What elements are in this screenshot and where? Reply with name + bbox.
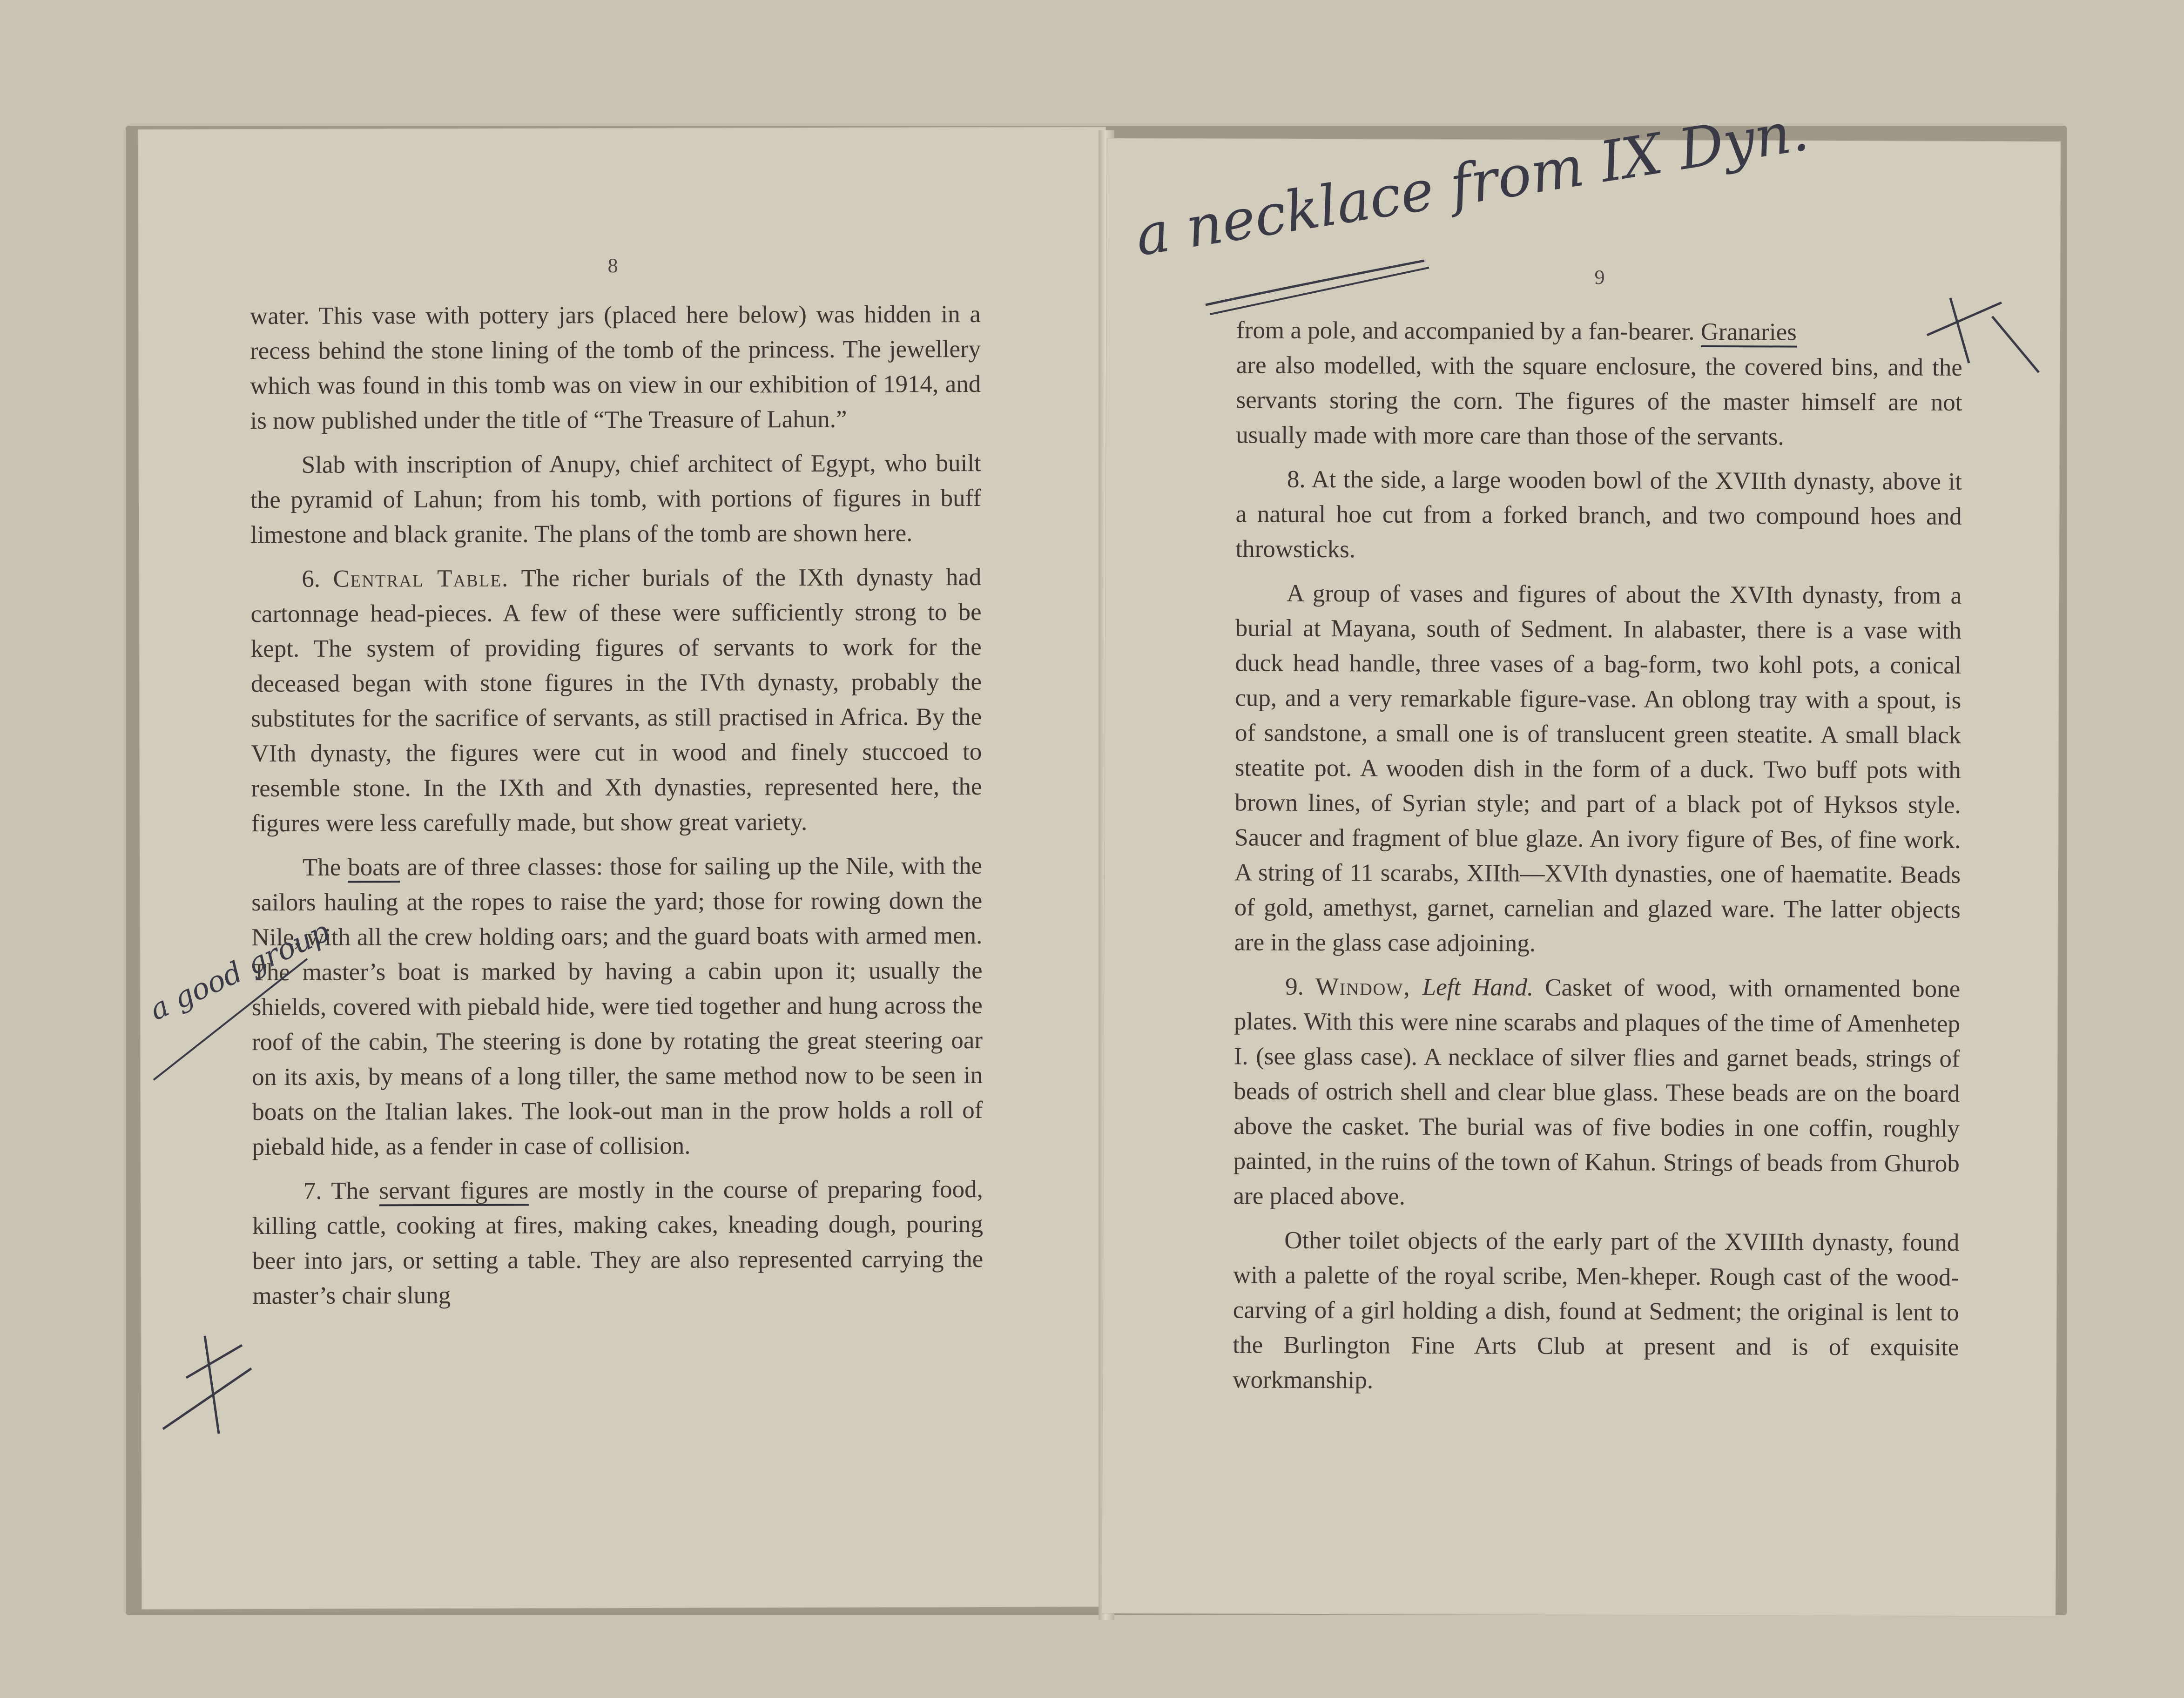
paragraph-body: The richer burials of the IXth dynasty had cartonnage head-pieces. A few of these were sufficiently strong to be kept. The system of providing figures of servants to work for the deceased began with stone figures in the IVth dynasty, probably the substitutes for the sacrifice of servants, as still practised in Africa. By the VIth dynasty, the figures were cut in wood and finely stuccoed to resemble stone. In the IXth and Xth dynasties, represented here, the figures were less carefully made, but show great variety. [250,563,982,837]
paragraph: are also modelled, with the square enclosure, the covered bins, and the servants storing the corn. The figures of the master himself are not usually made with more care than those of the servants. [1236,351,1962,451]
section-number: 6. [302,565,321,593]
paragraph: A group of vases and figures of about the XVIth dynasty, from a burial at Mayana, south of Sedment. In alabaster, there is a vase with duck head handle, three vases of a bag-form, two kohl pots, a conical cup, and a very remarkable figure-vase. An oblong tray with a spout, is of sandstone, a small one is of translucent green steatite. A small black steatite pot. A wooden dish in the form of a duck. Two buff pots with brown lines, of Syrian style; and part of a black pot of Hyksos style. Saucer and fragment of blue glaze. An ivory figure of Bes, of fine work. A string of 11 scarabs, XIIth—XVIth dynasties, one of haematite. Beads of gold, amethyst, garnet, carnelian and glazed ware. The latter objects are in the glass case adjoining. [1234,579,1962,957]
paragraph [251,849,983,1165]
handwritten-note-top: a necklace from IX Dyn. [1131,98,1813,269]
paragraph [1236,313,1962,350]
paragraph-body: At the side, a large wooden bowl of the XVIIth dynasty, above it a natural hoe cut from a forked branch, and two compound hoes and throwsticks. [1235,465,1962,563]
underlined-term: Granaries [1701,318,1797,348]
section-number: 7. [303,1177,322,1205]
paragraph-lead: The [302,854,341,881]
paragraph: water. This vase with pottery jars (placed here below) was hidden in a recess behind the stone lining of the tomb of the princess. The jewellery which was found in this tomb was on view in our exhibition of 1914, and is now published under the title of “The Treasure of Lahun.” [249,300,981,435]
paragraph-body: are mostly in the course of preparing food, killing cattle, cooking at fires, making cakes, kneading dough, pouring beer into jars, or setting a table. They are also represented carrying the master’s chair slung [252,1175,984,1310]
section-heading: Window, [1315,973,1411,1001]
paragraph [1233,969,1960,1216]
paragraph-body: Casket of wood, with ornamented bone plates. With this were nine scarabs and plaques of the time of Amenhetep I. (see glass case). A necklace of silver flies and garnet beads, strings of beads of ostrich shell and clear blue glass. These beads are on the board above the casket. The burial was of five bodies in one coffin, roughly painted, in the ruins of the town of Kahun. Strings of beads from Ghurob are placed above. [1233,974,1961,1210]
right-page [1101,138,2061,1617]
section-number: 9. [1285,973,1304,1000]
paragraph: Slab with inscription of Anupy, chief architect of Egypt, who built the pyramid of Lahun; from his tomb, with portions of figures in buff limestone and black granite. The plans of the tomb are shown here. [250,449,981,549]
paragraph [252,1172,984,1314]
right-page-text [1233,313,1962,1409]
underlined-term: boats [348,854,400,883]
paragraph-lead: The [331,1177,370,1205]
paragraph [250,560,982,841]
paragraph: Other toilet objects of the early part of the XVIIIth dynasty, found with a palette of the royal scribe, Men-kheper. Rough cast of the wood-carving of a girl holding a dish, found at Sedment; the original is lent to the Burlington Fine Arts Club at present and is of exquisite workmanship. [1233,1226,1960,1394]
left-page-text [250,297,984,1323]
paragraph-body: are of three classes: those for sailing up the Nile, with the sailors hauling at the ropes to raise the yard; those for rowing down the Nile, with all the crew holding oars; and the guard boats with armed men. The master’s boat is marked by having a cabin upon it; usually the shields, covered with piebald hide, were tied together and hung across the roof of the cabin, The steering is done by rotating the great steering oar on its axis, by means of a long tiller, the same method now to be seen in boats on the Italian lakes. The look-out man in the prow holds a roll of piebald hide, as a fender in case of collision. [251,852,983,1161]
left-page [138,127,1110,1609]
paragraph [1235,462,1962,569]
underlined-term: servant figures [379,1177,528,1206]
section-heading: Central Table. [333,565,509,593]
section-number: 8. [1287,465,1306,493]
paragraph-body: from a pole, and accompanied by a fan-bearer. [1236,317,1695,345]
handwritten-note-margin: a good group [144,914,335,1027]
page-number: 9 [1594,266,1605,289]
page-number: 8 [607,254,618,277]
section-subheading: Left Hand. [1422,973,1534,1001]
